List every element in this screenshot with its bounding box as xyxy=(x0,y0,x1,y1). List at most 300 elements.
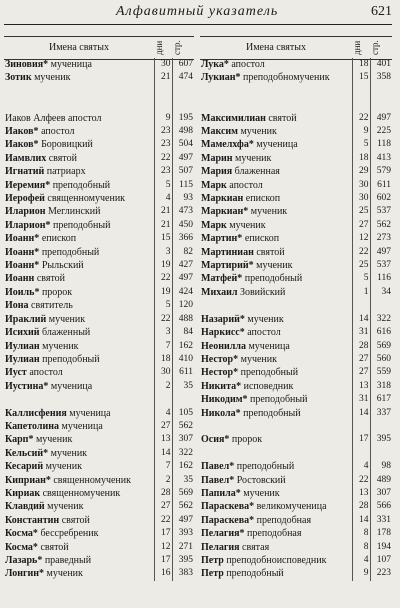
running-header xyxy=(4,2,392,24)
right-page: 611 xyxy=(377,179,391,190)
index-row xyxy=(4,326,392,339)
index-row xyxy=(4,380,392,393)
left-page: 307 xyxy=(178,434,193,445)
left-day: 5 xyxy=(154,299,172,312)
saint-description: преподобный xyxy=(238,367,299,379)
saint-name: Наркисс* xyxy=(201,327,245,339)
saint-description: преподобная xyxy=(244,528,302,540)
right-entry xyxy=(200,272,352,285)
index-row xyxy=(4,460,392,473)
saint-description: мученик xyxy=(33,434,73,446)
right-entry xyxy=(200,152,352,165)
saint-name: Капетолина xyxy=(5,420,59,432)
index-row xyxy=(4,232,392,245)
page-number: 621 xyxy=(371,4,392,19)
right-day: 15 xyxy=(352,71,370,84)
right-entry xyxy=(200,326,352,339)
left-page: 162 xyxy=(178,461,193,472)
left-entry xyxy=(4,500,154,513)
index-row xyxy=(4,474,392,487)
index-row xyxy=(4,541,392,554)
left-page: 562 xyxy=(178,501,193,512)
right-page: 358 xyxy=(376,72,391,83)
left-page: 35 xyxy=(183,474,193,485)
left-day: 21 xyxy=(154,205,172,218)
index-row xyxy=(4,98,392,111)
left-page: 383 xyxy=(178,568,193,579)
left-day: 17 xyxy=(154,554,172,567)
saint-name: Иулиан xyxy=(5,340,40,352)
saint-name: Иерофей xyxy=(5,193,45,205)
saint-name: Карп* xyxy=(5,434,34,446)
right-day: 28 xyxy=(352,500,370,513)
left-page: 35 xyxy=(183,380,193,391)
saint-description: пророк xyxy=(39,286,73,298)
saint-description: праведный xyxy=(42,555,92,566)
saint-name: Иуст xyxy=(5,367,27,379)
saint-name: Лукиан* xyxy=(201,72,241,84)
saint-description: апостол xyxy=(226,179,263,191)
saint-description: мученица xyxy=(66,407,111,419)
left-entry xyxy=(4,98,154,111)
right-day: 9 xyxy=(352,567,370,580)
left-entry xyxy=(4,340,154,353)
saint-description: мученица xyxy=(48,380,93,392)
left-entry xyxy=(4,460,154,473)
page-column-heading: стр. xyxy=(172,40,182,56)
right-entry xyxy=(200,138,352,151)
left-entry xyxy=(4,205,154,218)
right-day: 17 xyxy=(352,433,370,446)
saint-name: Мартиниан xyxy=(201,246,254,258)
saint-name: Иаков Алфеев xyxy=(5,112,66,124)
right-day: 9 xyxy=(352,125,370,138)
left-entry xyxy=(4,541,154,554)
left-page: 507 xyxy=(178,166,193,177)
saint-name: Константин xyxy=(5,514,60,526)
left-column-header xyxy=(4,36,194,60)
saint-description: мученица xyxy=(253,139,298,151)
saint-name: Матфей* xyxy=(201,273,243,285)
index-row xyxy=(4,205,392,218)
index-row xyxy=(4,393,392,406)
left-day: 13 xyxy=(154,433,172,446)
saint-description: преподобный xyxy=(234,461,295,473)
right-page: 307 xyxy=(376,487,391,498)
right-entry xyxy=(200,527,352,540)
right-page: 559 xyxy=(376,367,391,378)
left-day: 30 xyxy=(154,58,172,71)
left-day: 18 xyxy=(154,353,172,366)
right-entry xyxy=(200,125,352,138)
left-entry xyxy=(4,407,154,420)
saint-description: преподобный xyxy=(242,273,303,285)
saint-description: преподобный xyxy=(39,246,100,258)
right-entry xyxy=(200,447,352,460)
left-day: 14 xyxy=(154,447,172,460)
saint-name: Павел* xyxy=(201,461,235,473)
right-page xyxy=(370,98,392,111)
left-entry xyxy=(4,246,154,259)
saint-name: Назарий* xyxy=(201,313,245,325)
left-day: 28 xyxy=(154,487,172,500)
left-entry xyxy=(4,366,154,379)
saint-name: Мария xyxy=(201,166,233,178)
saint-name: Никодим* xyxy=(201,394,248,406)
left-page: 504 xyxy=(178,139,193,150)
right-day: 13 xyxy=(352,487,370,500)
index-row xyxy=(4,299,392,312)
left-entry xyxy=(4,85,154,98)
index-row xyxy=(4,407,392,420)
saint-name: Лука* xyxy=(201,59,229,70)
left-entry xyxy=(4,393,154,406)
right-page: 118 xyxy=(377,139,391,150)
saint-description: святой xyxy=(253,246,285,258)
saint-name: Клавдий xyxy=(5,501,45,513)
right-page: 537 xyxy=(376,260,391,271)
running-title: Алфавитный указатель xyxy=(116,4,279,19)
index-row xyxy=(4,286,392,299)
right-day: 13 xyxy=(352,380,370,393)
saint-description: мученик xyxy=(39,340,79,352)
right-day xyxy=(352,447,370,460)
left-page: 162 xyxy=(178,340,193,351)
right-day: 31 xyxy=(352,326,370,339)
right-page: 497 xyxy=(376,112,391,123)
index-row xyxy=(4,487,392,500)
saint-description: Зовийский xyxy=(237,286,286,298)
left-entry xyxy=(4,272,154,285)
right-day: 14 xyxy=(352,514,370,527)
saint-description: преподобный xyxy=(247,394,308,406)
saint-description: Рыльский xyxy=(39,260,84,272)
left-page: 115 xyxy=(179,179,193,190)
right-page: 178 xyxy=(376,528,391,539)
saint-name: Нестор* xyxy=(201,367,239,379)
right-day: 18 xyxy=(352,58,370,71)
left-entry xyxy=(4,433,154,446)
saint-description: мученик xyxy=(253,260,293,272)
left-entry xyxy=(4,179,154,192)
saint-name: Иоанн* xyxy=(5,260,40,272)
left-day: 16 xyxy=(154,567,172,580)
index-row xyxy=(4,420,392,433)
index-row xyxy=(4,219,392,232)
saint-description: епископ xyxy=(39,233,77,245)
right-day: 27 xyxy=(352,366,370,379)
saint-description: святитель xyxy=(28,300,73,312)
saint-description: мученик xyxy=(48,447,88,459)
right-entry xyxy=(200,98,352,111)
left-page: 498 xyxy=(178,126,193,136)
right-day: 22 xyxy=(352,112,370,125)
saint-description: священномученик xyxy=(44,193,126,205)
saint-description: апостол xyxy=(65,112,102,124)
right-entry xyxy=(200,71,352,84)
right-entry xyxy=(200,420,352,433)
saint-description: мученица xyxy=(245,340,290,352)
left-entry xyxy=(4,219,154,232)
saint-name: Павел* xyxy=(201,474,235,486)
right-page: 395 xyxy=(376,434,391,445)
index-row xyxy=(4,125,392,138)
index-row xyxy=(4,447,392,460)
left-day xyxy=(154,393,172,406)
left-page: 271 xyxy=(178,541,193,552)
left-day: 15 xyxy=(154,232,172,245)
right-page: 34 xyxy=(381,286,391,297)
saint-name: Ираклий xyxy=(5,313,47,325)
saint-description: мученик xyxy=(240,487,280,499)
right-page: 116 xyxy=(377,273,391,284)
right-page: 537 xyxy=(376,206,391,217)
saint-name: Иаков* xyxy=(5,126,39,137)
left-day: 21 xyxy=(154,219,172,232)
left-day: 5 xyxy=(154,179,172,192)
saint-name: Параскева* xyxy=(201,501,255,513)
saint-name: Никола* xyxy=(201,407,241,419)
left-entry xyxy=(4,420,154,433)
right-entry xyxy=(200,567,352,580)
saint-description: блаженная xyxy=(232,166,280,178)
right-page: 497 xyxy=(376,246,391,257)
right-entry xyxy=(200,85,352,98)
left-entry xyxy=(4,567,154,580)
left-page: 393 xyxy=(178,528,193,539)
right-page xyxy=(370,299,392,312)
index-row xyxy=(4,527,392,540)
saint-description: преподобный xyxy=(50,219,111,231)
saint-name: Кесарий xyxy=(5,461,44,473)
saint-name: Марин xyxy=(201,152,233,164)
right-page: 318 xyxy=(376,380,391,391)
left-day: 23 xyxy=(154,125,172,138)
index-row xyxy=(4,514,392,527)
index-row xyxy=(4,85,392,98)
index-row xyxy=(4,433,392,446)
saint-name: Петр xyxy=(201,555,224,566)
left-day: 22 xyxy=(154,272,172,285)
left-page: 450 xyxy=(178,219,193,230)
left-page: 195 xyxy=(178,112,193,123)
saint-name: Марк xyxy=(201,179,227,191)
saint-name: Максим xyxy=(201,126,238,137)
left-day: 4 xyxy=(154,192,172,205)
left-entry xyxy=(4,487,154,500)
right-entry xyxy=(200,179,352,192)
right-day: 14 xyxy=(352,407,370,420)
right-entry xyxy=(200,286,352,299)
right-page: 602 xyxy=(376,193,391,204)
left-page xyxy=(172,98,194,111)
left-entry xyxy=(4,138,154,151)
saint-description: епископ xyxy=(242,233,280,245)
left-day: 4 xyxy=(154,407,172,420)
index-row xyxy=(4,71,392,84)
right-day: 29 xyxy=(352,165,370,178)
saint-name: Лазарь* xyxy=(5,555,43,566)
right-day: 4 xyxy=(352,554,370,567)
left-page: 424 xyxy=(178,286,193,297)
left-entry xyxy=(4,353,154,366)
left-day: 30 xyxy=(154,366,172,379)
saint-description: мученик xyxy=(43,461,82,473)
saint-name: Мартирий* xyxy=(201,260,254,272)
right-page: 322 xyxy=(376,313,391,324)
left-page: 84 xyxy=(183,327,193,338)
saint-description: апостол xyxy=(244,327,281,339)
right-entry xyxy=(200,353,352,366)
left-entry xyxy=(4,165,154,178)
right-page: 225 xyxy=(376,126,391,136)
right-entry xyxy=(200,219,352,232)
saint-name: Осия* xyxy=(201,434,230,446)
left-entry xyxy=(4,71,154,84)
saint-description: великомученица xyxy=(254,501,327,513)
left-page: 473 xyxy=(178,206,193,217)
day-column-heading: дни xyxy=(154,40,164,56)
saint-name: Маркиан xyxy=(201,193,244,205)
left-entry xyxy=(4,447,154,460)
saint-name: Мартин* xyxy=(201,233,243,245)
left-entry xyxy=(4,554,154,567)
right-page xyxy=(370,447,392,460)
index-row xyxy=(4,567,392,580)
saint-description: святой xyxy=(59,514,90,526)
saint-description: пророк xyxy=(229,434,263,446)
right-page: 401 xyxy=(376,59,391,69)
left-day: 22 xyxy=(154,152,172,165)
saint-description: мученица xyxy=(58,420,103,432)
left-day: 7 xyxy=(154,460,172,473)
right-day: 12 xyxy=(352,232,370,245)
left-page: 120 xyxy=(178,300,193,311)
saint-name: Иеремия* xyxy=(5,179,51,191)
saint-name: Игнатий xyxy=(5,166,45,178)
saint-description: исповедник xyxy=(241,380,294,392)
saint-description: апостол xyxy=(26,367,63,379)
right-day: 31 xyxy=(352,393,370,406)
saint-name: Иаков* xyxy=(5,139,39,151)
saint-description: преподобная xyxy=(254,514,312,526)
saint-description: апостол xyxy=(228,59,265,70)
left-entry xyxy=(4,326,154,339)
right-day: 4 xyxy=(352,460,370,473)
header-rule xyxy=(4,24,392,25)
right-entry xyxy=(200,460,352,473)
saint-description: святой xyxy=(37,541,69,553)
index-row xyxy=(4,340,392,353)
left-entry xyxy=(4,112,154,125)
index-row xyxy=(4,554,392,567)
right-entry xyxy=(200,259,352,272)
saint-name: Петр xyxy=(201,568,224,580)
left-day: 9 xyxy=(154,112,172,125)
right-entry xyxy=(200,541,352,554)
left-page xyxy=(172,393,194,406)
right-day: 18 xyxy=(352,152,370,165)
right-column-header xyxy=(200,36,392,60)
right-page: 566 xyxy=(376,501,391,512)
left-day: 2 xyxy=(154,380,172,393)
left-entry xyxy=(4,192,154,205)
saint-description: бессребреник xyxy=(37,528,99,540)
right-page: 107 xyxy=(376,555,391,565)
saint-description: преподобномученик xyxy=(240,72,330,84)
saint-name: Киприан* xyxy=(5,474,51,486)
right-entry xyxy=(200,393,352,406)
saint-description: Боровицкий xyxy=(38,139,93,151)
right-day: 22 xyxy=(352,474,370,487)
right-entry xyxy=(200,58,352,71)
index-row xyxy=(4,313,392,326)
saint-name: Зиновия* xyxy=(5,59,49,70)
index-row xyxy=(4,179,392,192)
right-day: 22 xyxy=(352,246,370,259)
right-day: 25 xyxy=(352,259,370,272)
right-entry xyxy=(200,112,352,125)
right-day: 28 xyxy=(352,340,370,353)
right-page: 331 xyxy=(376,514,391,525)
index-row xyxy=(4,246,392,259)
right-entry xyxy=(200,487,352,500)
index-row xyxy=(4,152,392,165)
saint-description: преподобный xyxy=(50,179,111,191)
left-day: 27 xyxy=(154,500,172,513)
right-day: 30 xyxy=(352,192,370,205)
saint-name: Иулиан xyxy=(5,353,40,365)
left-page: 607 xyxy=(178,59,193,69)
saint-description: патриарх xyxy=(44,166,86,178)
right-page: 223 xyxy=(376,568,391,579)
left-entry xyxy=(4,286,154,299)
left-entry xyxy=(4,299,154,312)
index-row xyxy=(4,58,392,71)
saint-name: Иустина* xyxy=(5,380,49,392)
saint-description: мученик xyxy=(237,126,277,137)
saint-name: Никита* xyxy=(201,380,242,392)
saint-name: Папила* xyxy=(201,487,241,499)
left-page: 474 xyxy=(178,72,193,83)
saint-name: Иона xyxy=(5,300,29,312)
saint-name: Косма* xyxy=(5,528,38,540)
saint-name: Параскева* xyxy=(201,514,255,526)
right-page: 337 xyxy=(376,407,391,418)
saint-name: Кельсий* xyxy=(5,447,49,459)
right-day xyxy=(352,85,370,98)
right-entry xyxy=(200,514,352,527)
saint-description: священномученик xyxy=(50,474,131,486)
saint-name: Исихий xyxy=(5,327,40,339)
right-entry xyxy=(200,340,352,353)
left-day xyxy=(154,98,172,111)
left-day xyxy=(154,85,172,98)
saint-description: мученик xyxy=(46,313,86,325)
left-day: 21 xyxy=(154,71,172,84)
right-entry xyxy=(200,165,352,178)
saint-description: Ростовский xyxy=(234,474,286,486)
right-entry xyxy=(200,232,352,245)
right-day xyxy=(352,420,370,433)
saint-description: святой xyxy=(34,273,66,285)
left-entry xyxy=(4,380,154,393)
saint-description: блаженный xyxy=(39,327,91,339)
right-day: 30 xyxy=(352,179,370,192)
saint-description: мученик xyxy=(226,219,266,231)
left-page: 322 xyxy=(178,447,193,458)
saint-name: Неонилла xyxy=(201,340,246,352)
